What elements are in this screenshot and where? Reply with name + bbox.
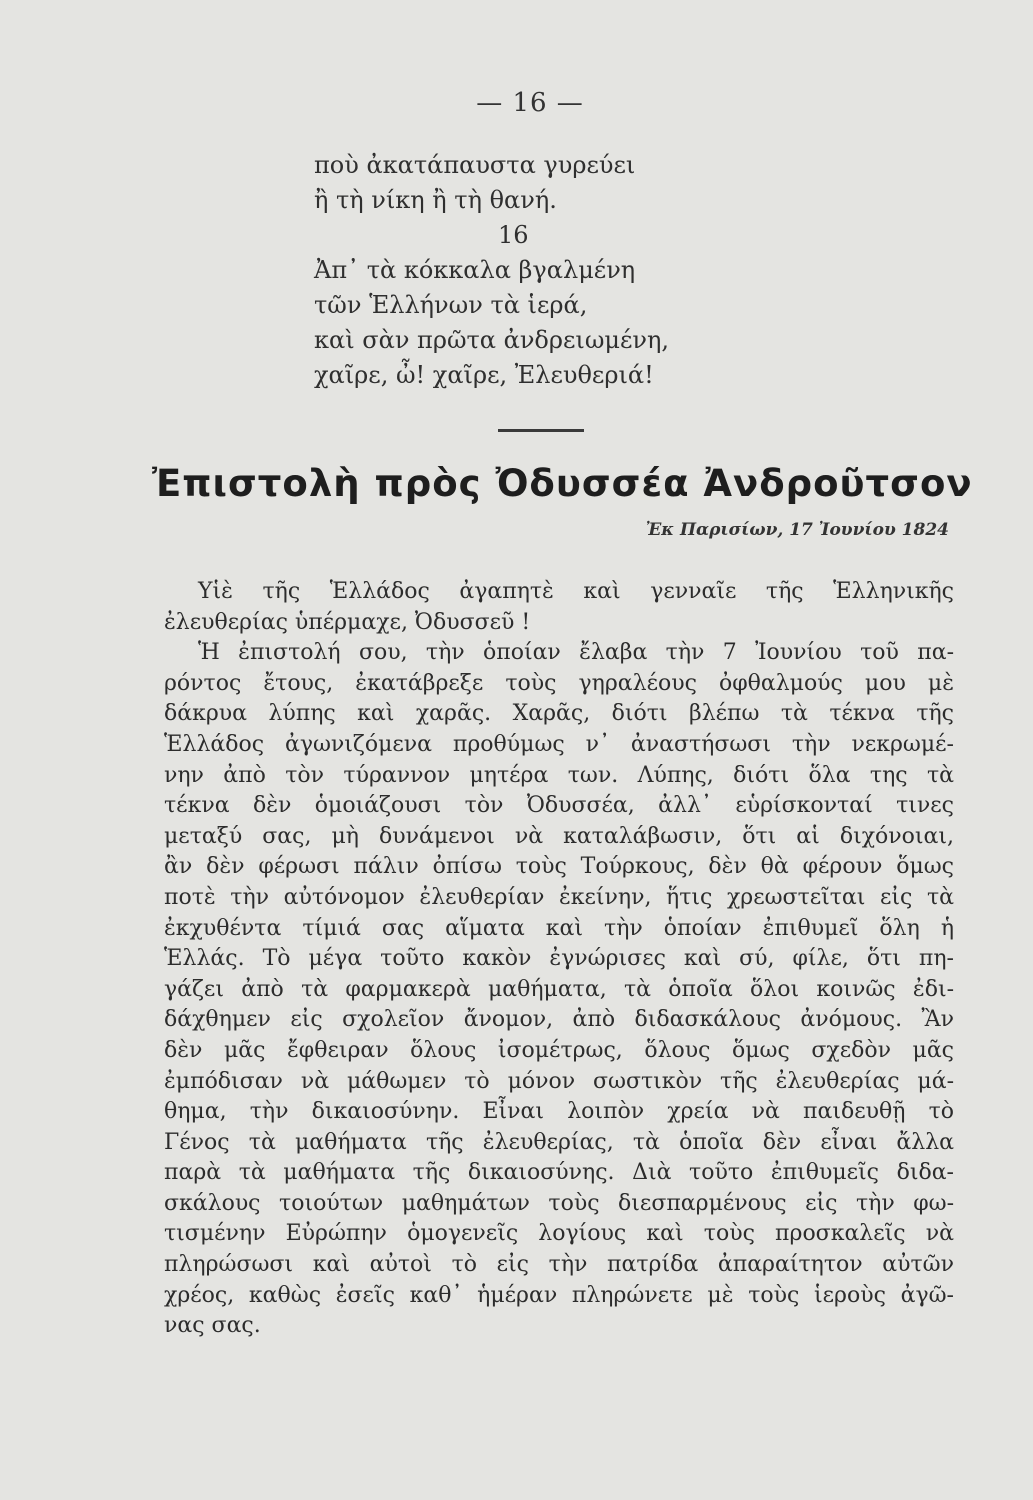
stanza-number: 16 xyxy=(498,221,529,249)
letter-line: πληρώσωσι καὶ αὐτοὶ τὸ εἰς τὴν πατρίδα ἀπαραίτητον αὐτῶν xyxy=(164,1252,954,1278)
letter-line: ποτὲ τὴν αὐτόνομον ἐλευθερίαν ἐκείνην, ἥτις χρεωστεῖται εἰς τὰ xyxy=(164,884,954,910)
letter-line: Ἑλλάς. Τὸ μέγα τοῦτο κακὸν ἐγνώρισες καὶ σύ, φίλε, ὅτι πη- xyxy=(164,946,954,972)
letter-line: δάκρυα λύπης καὶ χαρᾶς. Χαρᾶς, διότι βλέπω τὰ τέκνα τῆς xyxy=(164,701,954,727)
poem-line: χαῖρε, ὦ! χαῖρε, Ἐλευθεριά! xyxy=(314,361,654,389)
letter-line: δάχθημεν εἰς σχολεῖον ἄνομον, ἀπὸ διδασκάλους ἀνόμους. Ἂν xyxy=(164,1007,954,1033)
letter-line: ἐλευθερίας ὑπέρμαχε, Ὀδυσσεῦ ! xyxy=(164,609,531,635)
letter-heading: Ἐπιστολὴ πρὸς Ὀδυσσέα Ἀνδροῦτσον xyxy=(152,462,973,505)
letter-line: δὲν μᾶς ἔφθειραν ὅλους ἰσομέτρως, ὅλους ὅμως σχεδὸν μᾶς xyxy=(164,1037,954,1063)
letter-line: Υἱὲ τῆς Ἑλλάδος ἀγαπητὲ καὶ γενναῖε τῆς Ἑλληνικῆς xyxy=(198,579,954,604)
letter-line: σκάλους τοιούτων μαθημάτων τοὺς διεσπαρμένους εἰς τὴν φω- xyxy=(164,1190,954,1216)
letter-line: Γένος τὰ μαθήματα τῆς ἐλευθερίας, τὰ ὁποῖα δὲν εἶναι ἄλλα xyxy=(164,1129,954,1155)
letter-line: Ἑλλάδος ἀγωνιζόμενα προθύμως ν᾽ ἀναστήσωσι τὴν νεκρωμέ- xyxy=(164,731,954,757)
section-divider xyxy=(498,429,584,432)
letter-line: χρέος, καθὼς ἐσεῖς καθ᾽ ἡμέραν πληρώνετε μὲ τοὺς ἱεροὺς ἀγῶ- xyxy=(164,1282,954,1308)
letter-line: γάζει ἀπὸ τὰ φαρμακερὰ μαθήματα, τὰ ὁποῖα ὅλοι κοινῶς ἐδι- xyxy=(164,976,954,1002)
letter-line: ἐμπόδισαν νὰ μάθωμεν τὸ μόνον σωστικὸν τῆς ἐλευθερίας μά- xyxy=(164,1068,954,1094)
page-number: — 16 — xyxy=(476,88,584,118)
letter-body xyxy=(164,577,954,1342)
letter-line: παρὰ τὰ μαθήματα τῆς δικαιοσύνης. Διὰ τοῦτο ἐπιθυμεῖς διδα- xyxy=(164,1160,954,1186)
letter-line: ἐκχυθέντα τίμιά σας αἵματα καὶ τὴν ὁποίαν ἐπιθυμεῖ ὅλη ἡ xyxy=(164,915,954,941)
poem-line: Ἀπ᾽ τὰ κόκκαλα βγαλμένη xyxy=(314,256,636,284)
poem-line: τῶν Ἑλλήνων τὰ ἱερά, xyxy=(314,291,588,319)
letter-line: ἂν δὲν φέρωσι πάλιν ὀπίσω τοὺς Τούρκους, δὲν θὰ φέρουν ὅμως xyxy=(164,854,954,880)
letter-dateline: Ἐκ Παρισίων, 17 Ἰουνίου 1824 xyxy=(645,520,949,540)
letter-line: τισμένην Εὐρώπην ὁμογενεῖς λογίους καὶ τοὺς προσκαλεῖς νὰ xyxy=(164,1221,954,1247)
poem-line: ποὺ ἀκατάπαυστα γυρεύει xyxy=(314,151,636,179)
letter-line: νας σας. xyxy=(164,1313,261,1339)
poem-line: ἢ τὴ νίκη ἢ τὴ θανή. xyxy=(314,186,557,214)
letter-line: ρόντος ἔτους, ἐκατάβρεξε τοὺς γηραλέους ὀφθαλμούς μου μὲ xyxy=(164,670,954,696)
letter-line: τέκνα δὲν ὁμοιάζουσι τὸν Ὀδυσσέα, ἀλλ᾽ εὑρίσκονταί τινες xyxy=(164,793,954,819)
letter-line: Ἡ ἐπιστολή σου, τὴν ὁποίαν ἔλαβα τὴν 7 Ἰουνίου τοῦ πα- xyxy=(198,640,954,666)
poem-excerpt xyxy=(314,148,669,393)
letter-line: νην ἀπὸ τὸν τύραννον μητέρα των. Λύπης, διότι ὅλα της τὰ xyxy=(164,762,954,788)
letter-line: θημα, τὴν δικαιοσύνην. Εἶναι λοιπὸν χρεία νὰ παιδευθῇ τὸ xyxy=(164,1099,954,1125)
letter-line: μεταξύ σας, μὴ δυνάμενοι νὰ καταλάβωσιν, ὅτι αἱ διχόνοιαι, xyxy=(164,823,954,849)
poem-line: καὶ σὰν πρῶτα ἀνδρειωμένη, xyxy=(314,326,670,354)
